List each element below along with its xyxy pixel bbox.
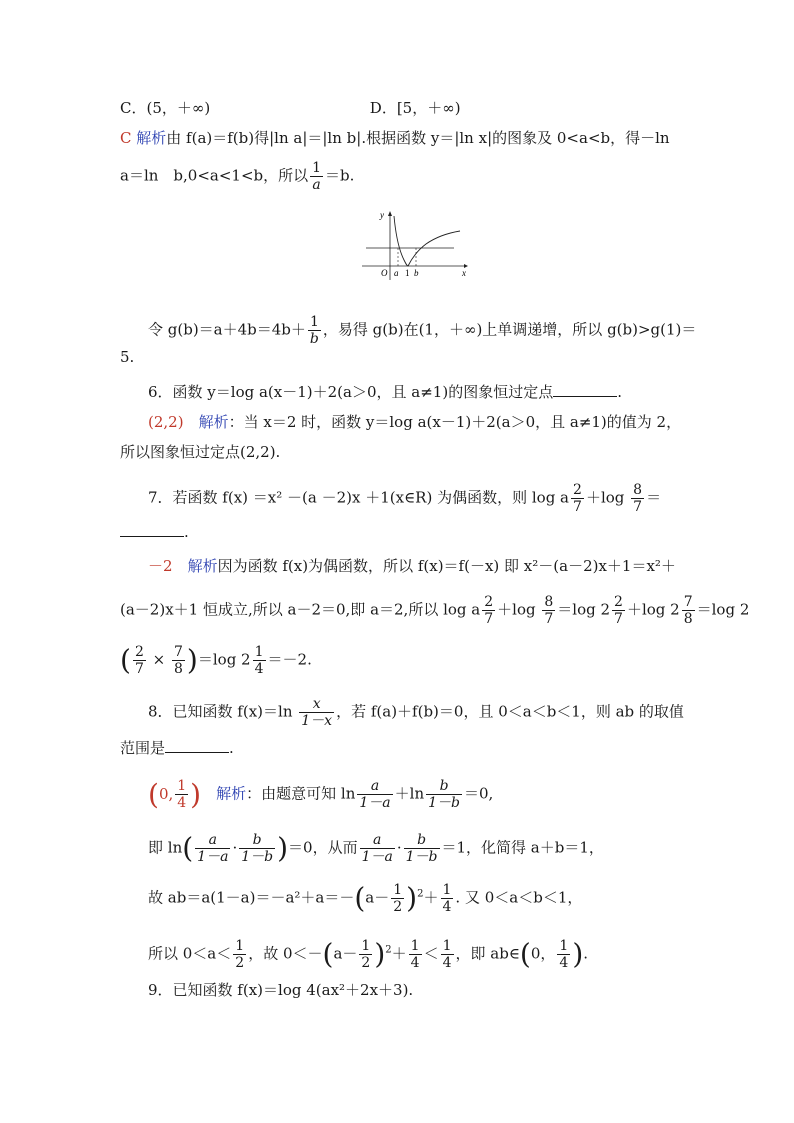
answer-blank	[553, 382, 617, 397]
label-a: a	[394, 268, 399, 278]
q7-stem: 7．若函数 f(x) ＝x² －(a －2)x ＋1(x∈R) 为偶函数，则 log a $\frac{2}{7}$ ＋log $\frac{8}{7}$ ＝	[148, 482, 662, 515]
q5-solution-line-4: 5.	[120, 348, 135, 366]
fraction: $\frac{1}{a}$	[312, 160, 322, 193]
q6-solution-line-2: 所以图象恒过定点(2,2).	[120, 443, 281, 461]
q7-answer: －2	[148, 557, 173, 575]
q9-stem: 9．已知函数 f(x)＝log 4(ax²＋2x＋3).	[148, 981, 414, 999]
q7-solution-line-3: ( $\frac{2}{7}$ × $\frac{7}{8}$ )＝log 2 $\frac{1}{4}$ ＝－2.	[120, 643, 312, 677]
q8-solution-line-1: (0, $\frac{1}{4}$ ) 解析：由题意可知 ln $\frac{a}{1-a}$ ＋ln $\frac{b}{1-b}$ ＝0,	[148, 777, 494, 811]
q5-answer: C	[120, 129, 132, 147]
label-y: y	[380, 210, 384, 220]
option-row	[120, 98, 680, 118]
q5-solution-line-2: a＝ln b,0<a<1<b，所以 $\frac{1}{a}$ ＝b.	[120, 160, 355, 193]
answer-blank	[165, 738, 229, 753]
q5-solution-tag: 解析	[136, 129, 167, 147]
label-origin: O	[381, 268, 388, 278]
q8-answer: (0, $\frac{1}{4}$ )	[148, 777, 202, 811]
abs-ln-curve	[394, 216, 460, 266]
q8-stem-line-1: 8．已知函数 f(x)＝ln $\frac{x}{1-x}$ ，若 f(a)＋f(b)＝0，且 0＜a＜b＜1，则 ab 的取值	[148, 696, 684, 729]
option-c: C．(5，＋∞)	[120, 99, 211, 117]
q6-stem: 6．函数 y＝log a(x－1)＋2(a＞0，且 a≠1)的图象恒过定点 .	[148, 383, 622, 401]
label-b: b	[414, 268, 419, 278]
q7-solution-line-1: －2 解析因为函数 f(x)为偶函数，所以 f(x)＝f(－x) 即 x²－(a－2)x＋1＝x²＋	[148, 557, 676, 575]
log-abs-graph	[360, 208, 470, 282]
label-x: x	[462, 268, 466, 278]
q8-solution-line-2: 即 ln( $\frac{a}{1-a}$ · $\frac{b}{1-b}$ )＝0，从而 $\frac{a}{1-a}$ · $\frac{b}{1-b}$ ＝1，化简得 a＋b＝1，	[148, 831, 604, 865]
q7-blank-line: .	[120, 522, 680, 542]
fraction: $\frac{1}{b}$	[309, 314, 319, 347]
q7-solution-line-2: (a－2)x＋1 恒成立,所以 a－2＝0,即 a＝2,所以 log a $\frac{2}{7}$ ＋log $\frac{8}{7}$ ＝log 2 $\frac{2}{7}$ ＋log 2 $\frac{7}{8}$ ＝log 2	[120, 594, 750, 627]
q5-solution-line-1: C 解析由 f(a)＝f(b)得|ln a|＝|ln b|.根据函数 y＝|ln x|的图象及 0<a<b，得－ln	[120, 129, 670, 147]
q6-answer: (2,2)	[148, 413, 184, 431]
answer-blank	[120, 522, 184, 537]
option-d: D．[5，＋∞)	[369, 99, 461, 117]
label-one: 1	[405, 268, 410, 278]
q5-solution-line-3: 令 g(b)＝a＋4b＝4b＋ $\frac{1}{b}$ ，易得 g(b)在(1，＋∞)上单调递增，所以 g(b)>g(1)＝	[148, 314, 697, 347]
q8-solution-line-3: 故 ab＝a(1－a)＝－a²＋a＝－(a－ $\frac{1}{2}$ )$^2$＋ $\frac{1}{4}$ . 又 0＜a＜b＜1，	[148, 881, 583, 915]
q8-stem-line-2: 范围是 .	[120, 739, 234, 757]
y-axis-arrow	[388, 211, 392, 216]
q6-solution-line-1: (2,2) 解析：当 x＝2 时，函数 y＝log a(x－1)＋2(a＞0，且 a≠1)的值为 2，	[148, 413, 682, 431]
q8-solution-line-4: 所以 0＜a＜ $\frac{1}{2}$ ，故 0＜－(a－ $\frac{1}{2}$ )$^2$＋ $\frac{1}{4}$ ＜ $\frac{1}{4}$ ，即 ab∈(0， $\frac{1}{4}$ ).	[148, 937, 589, 971]
